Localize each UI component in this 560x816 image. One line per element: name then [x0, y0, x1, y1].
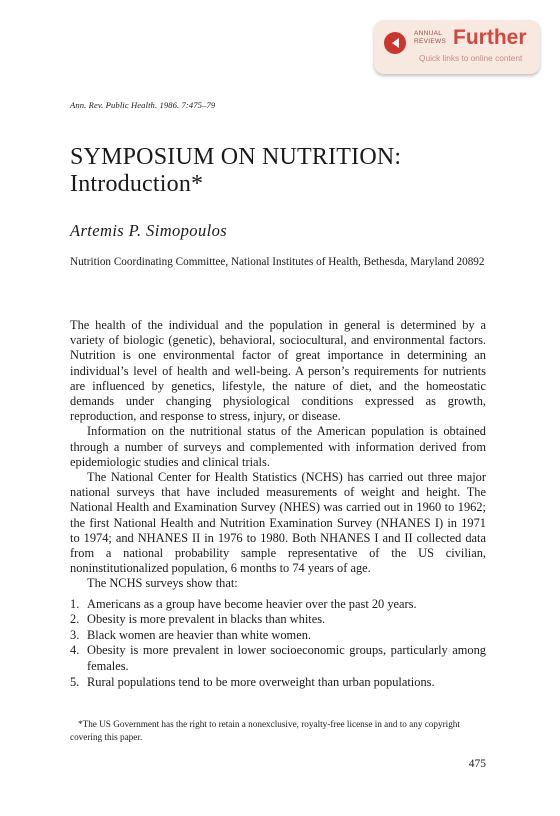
list-item — [70, 675, 486, 691]
paragraph-1: The health of the individual and the population in general is determined by a variety of biologic (genetic), behavioral, sociocultural, and environmental factors. Nutrition is one environmental factor of great importance in determining an individual’s level of health and well-being. A person’s requirements for nutrients are influenced by genetics, lifestyle, the nature of diet, and the homeostatic demands under changing physiological conditions expressed as growth, reproduction, and response to stress, injury, or disease. — [70, 318, 486, 424]
paragraph-4: The NCHS surveys show that: — [87, 576, 238, 591]
article-title-line-1: SYMPOSIUM ON NUTRITION: — [70, 144, 402, 170]
journal-reference: Ann. Rev. Public Health. 1986. 7:475–79 — [70, 100, 216, 110]
badge-subtitle: Quick links to online content — [419, 53, 523, 63]
list-item-number: 3. — [70, 627, 80, 642]
findings-list — [70, 597, 486, 691]
badge-reviews-label: REVIEWS — [414, 38, 447, 45]
list-item — [70, 597, 486, 613]
copyright-footnote: *The US Government has the right to retain a nonexclusive, royalty-free license in and to any copyright covering this paper. — [70, 719, 460, 742]
page-number: 475 — [468, 758, 486, 770]
badge-annual-label: ANNUAL — [414, 30, 443, 37]
article-title — [70, 144, 401, 198]
author-name: Artemis P. Simopoulos — [70, 221, 228, 240]
list-item — [70, 643, 486, 674]
list-item-text: Americans as a group have become heavier over the past 20 years. — [87, 596, 417, 611]
list-item-text: Obesity is more prevalent in lower socioeconomic groups, particularly among females. — [87, 643, 486, 674]
author-affiliation: Nutrition Coordinating Committee, National Institutes of Health, Bethesda, Maryland 20892 — [70, 256, 485, 268]
further-links-badge[interactable] — [374, 20, 540, 74]
list-item-number: 4. — [70, 643, 80, 658]
list-item-text: Black women are heavier than white women. — [87, 627, 311, 642]
list-item-number: 5. — [70, 674, 80, 689]
article-body — [70, 318, 486, 690]
list-item-text: Obesity is more prevalent in blacks than whites. — [87, 612, 326, 627]
article-title-line-2: Introduction* — [70, 171, 204, 197]
badge-further-label: Further — [453, 26, 527, 49]
list-item-number: 1. — [70, 596, 80, 611]
list-item — [70, 628, 486, 644]
paragraph-3: The National Center for Health Statistics (NCHS) has carried out three major national surveys that have included measurements of weight and height. The National Health and Examination Survey (NHES) was carried out in 1960 to 1962; the first National Health and Nutrition Examination Survey (NHANES I) in 1971 to 1974; and NHANES II in 1976 to 1980. Both NHANES I and II collected data from a national probability sample representative of the US civilian, noninstitutionalized population, 6 months to 74 years of age. — [70, 470, 486, 576]
paragraph-2: Information on the nutritional status of the American population is obtained through a number of surveys and complemented with information derived from epidemiologic studies and clinical trials. — [70, 424, 486, 469]
annual-reviews-logo-icon — [384, 32, 406, 54]
list-item-number: 2. — [70, 612, 80, 627]
list-item-text: Rural populations tend to be more overweight than urban populations. — [87, 674, 435, 689]
list-item — [70, 612, 486, 628]
